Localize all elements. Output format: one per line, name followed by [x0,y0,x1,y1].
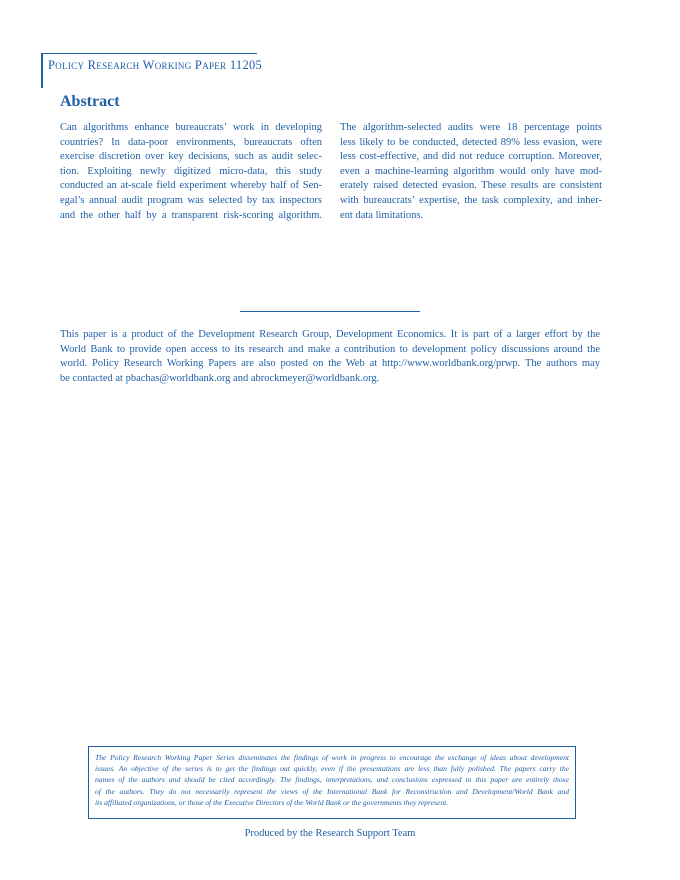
disclaimer-line: The Policy Research Working Paper Series disseminates the findings of work in progress to encourage the exchange of ideas about development [95,753,569,762]
abstract-line: erately raised detected evasion. These results are consistent [340,180,602,192]
disclaimer-line: names of the authors and should be cited accordingly. The findings, interpretations, and conclusions expressed in this paper are entirely those [95,775,569,785]
abstract-line: ent data limitations. [340,209,424,221]
abstract-line: and the other half by a transparent risk-scoring algorithm. [60,209,322,221]
product-note-line: World Bank to provide open access to its research and make a contribution to development policy discussions around the [60,343,600,355]
header-rule-left [41,53,43,88]
abstract-left-column [60,121,322,223]
product-note-line: This paper is a product of the Development Research Group, Development Economics. It is part of a larger effort by the [60,329,600,340]
abstract-line: Can algorithms enhance bureaucrats’ work in developing [60,122,322,133]
abstract-line: less likely to be conducted, detected 89% less evasion, were [340,136,602,148]
abstract-line: even a machine-learning algorithm would only have mod- [340,165,602,177]
abstract-line: The algorithm-selected audits were 18 percentage points [340,122,602,133]
product-note [60,328,600,386]
disclaimer-line: issues. An objective of the series is to get the findings out quickly, even if the presentations are less than fully polished. The papers carry the [95,764,569,774]
abstract-line: tion. Exploiting newly digitized micro-data, this study [60,165,322,177]
abstract-line: egal’s annual audit program was selected by tax inspectors [60,194,322,206]
disclaimer-line: of the authors. They do not necessarily represent the views of the International Bank for Reconstruction and Development/World Bank and [95,786,569,796]
product-note-line: be contacted at pbachas@worldbank.org and abrockmeyer@worldbank.org. [60,372,380,384]
abstract-line: conducted an at-scale field experiment whereby half of Sen- [60,180,322,192]
produced-by: Produced by the Research Support Team [244,828,416,839]
abstract-line: with bureaucrats’ expertise, the task complexity, and inher- [340,194,602,206]
disclaimer-box [88,746,576,819]
abstract-right-column [340,121,602,223]
header-rule-top [42,53,257,54]
abstract-line: exercise discretion over key decisions, such as audit selec- [60,151,322,163]
abstract-heading: Abstract [60,93,120,110]
section-divider [240,311,420,312]
product-note-line: world. Policy Research Working Papers are also posted on the Web at http://www.worldbank.org/prwp. The authors may [60,358,600,370]
abstract-line: countries? In data-poor environments, bureaucrats often [60,136,322,148]
series-title: Policy Research Working Paper 11205 [48,58,263,72]
abstract-line: less cost-effective, and did not reduce corruption. Moreover, [340,151,602,163]
disclaimer-line: its affiliated organizations, or those of the Executive Directors of the World Bank or the governments they represent. [95,797,449,807]
